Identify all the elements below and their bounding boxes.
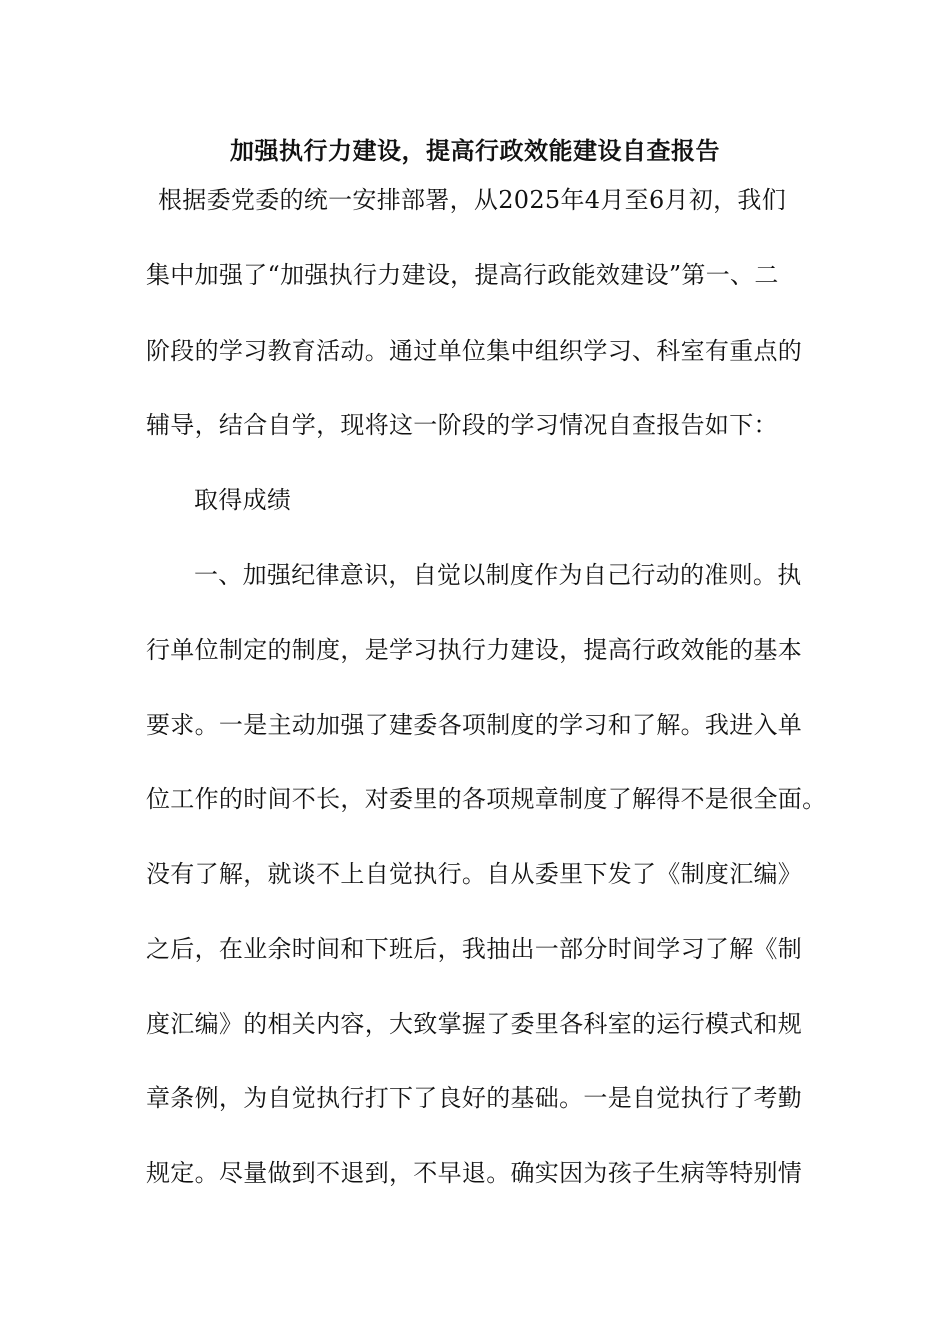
paragraph-line: 一、加强纪律意识，自觉以制度作为自己行动的准则。执 bbox=[194, 561, 802, 589]
paragraph-line: 度汇编》的相关内容，大致掌握了委里各科室的运行模式和规 bbox=[146, 1010, 803, 1038]
section-heading: 取得成绩 bbox=[194, 486, 292, 514]
paragraph-line: 辅导，结合自学，现将这一阶段的学习情况自查报告如下： bbox=[146, 411, 778, 439]
paragraph-line: 章条例，为自觉执行打下了良好的基础。一是自觉执行了考勤 bbox=[146, 1084, 803, 1112]
paragraph-line: 没有了解，就谈不上自觉执行。自从委里下发了《制度汇编》 bbox=[146, 860, 803, 888]
paragraph-line: 要求。一是主动加强了建委各项制度的学习和了解。我进入单 bbox=[146, 711, 803, 739]
paragraph-line: 根据委党委的统一安排部署，从2025年4月至6月初，我们 bbox=[158, 186, 787, 214]
paragraph-line: 之后，在业余时间和下班后，我抽出一部分时间学习了解《制 bbox=[146, 935, 803, 963]
paragraph-line: 行单位制定的制度，是学习执行力建设，提高行政效能的基本 bbox=[146, 636, 803, 664]
paragraph-line: 规定。尽量做到不退到，不早退。确实因为孩子生病等特别情 bbox=[146, 1159, 803, 1187]
document-title: 加强执行力建设，提高行政效能建设自查报告 bbox=[230, 136, 720, 165]
paragraph-line: 集中加强了“加强执行力建设，提高行政能效建设”第一、二 bbox=[146, 261, 779, 289]
paragraph-line: 阶段的学习教育活动。通过单位集中组织学习、科室有重点的 bbox=[146, 337, 803, 365]
paragraph-line: 位工作的时间不长，对委里的各项规章制度了解得不是很全面。 bbox=[146, 785, 827, 813]
